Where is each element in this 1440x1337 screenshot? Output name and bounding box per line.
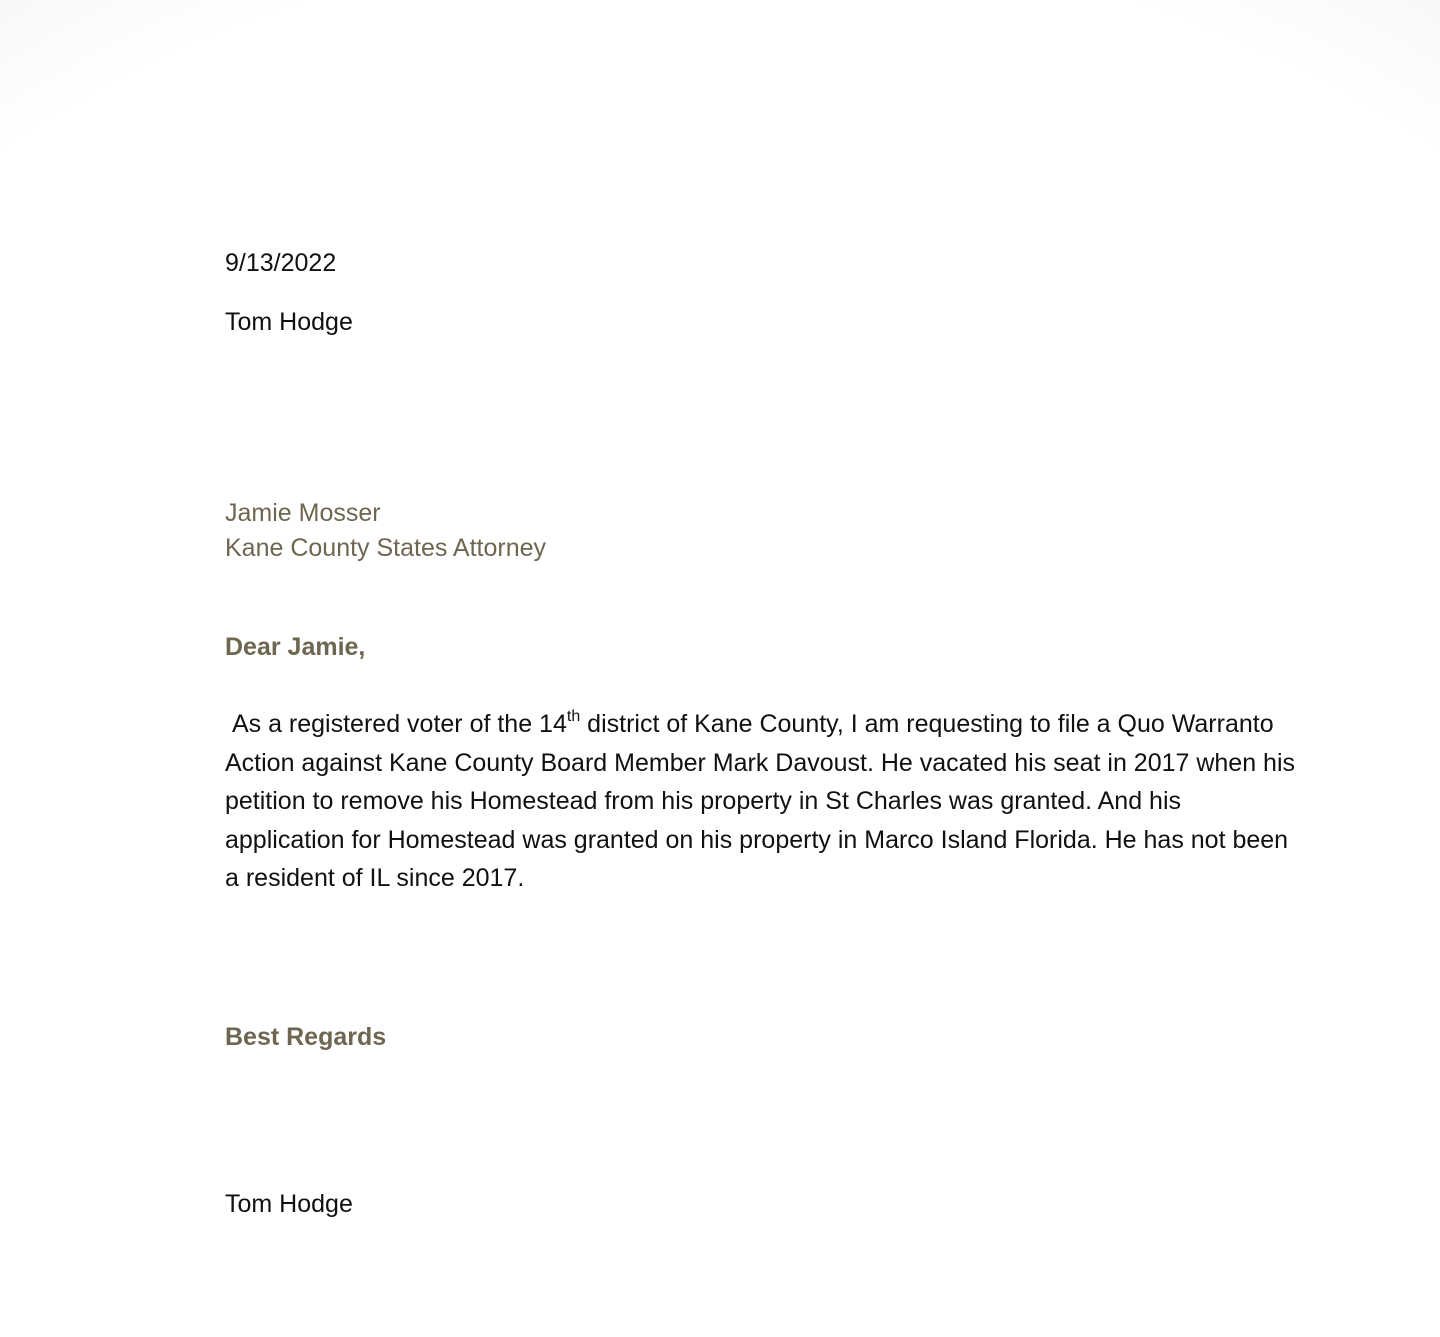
body-line-1-start: As a registered voter of the 14 — [231, 710, 567, 738]
letter-body — [225, 705, 1335, 898]
letter-date: 9/13/2022 — [225, 249, 337, 277]
sender-name: Tom Hodge — [225, 308, 353, 336]
recipient-title: Kane County States Attorney — [225, 534, 547, 562]
recipient-name: Jamie Mosser — [225, 499, 381, 527]
closing: Best Regards — [225, 1023, 387, 1051]
body-line-3: petition to remove his Homestead from his property in St Charles was granted. And his — [225, 787, 1182, 815]
body-line-4: application for Homestead was granted on his property in Marco Island Florida. He has not been — [225, 825, 1289, 854]
signature-name: Tom Hodge — [225, 1190, 353, 1218]
letter-document — [225, 0, 1335, 1337]
body-line-5: a resident of IL since 2017. — [225, 864, 525, 892]
salutation: Dear Jamie, — [225, 633, 366, 661]
body-line-1-end: district of Kane County, I am requesting to file a Quo Warranto — [580, 710, 1274, 738]
ordinal-superscript: th — [566, 708, 581, 725]
body-line-1 — [225, 705, 1335, 744]
body-line-2: Action against Kane County Board Member Mark Davoust. He vacated his seat in 2017 when his — [225, 748, 1296, 777]
